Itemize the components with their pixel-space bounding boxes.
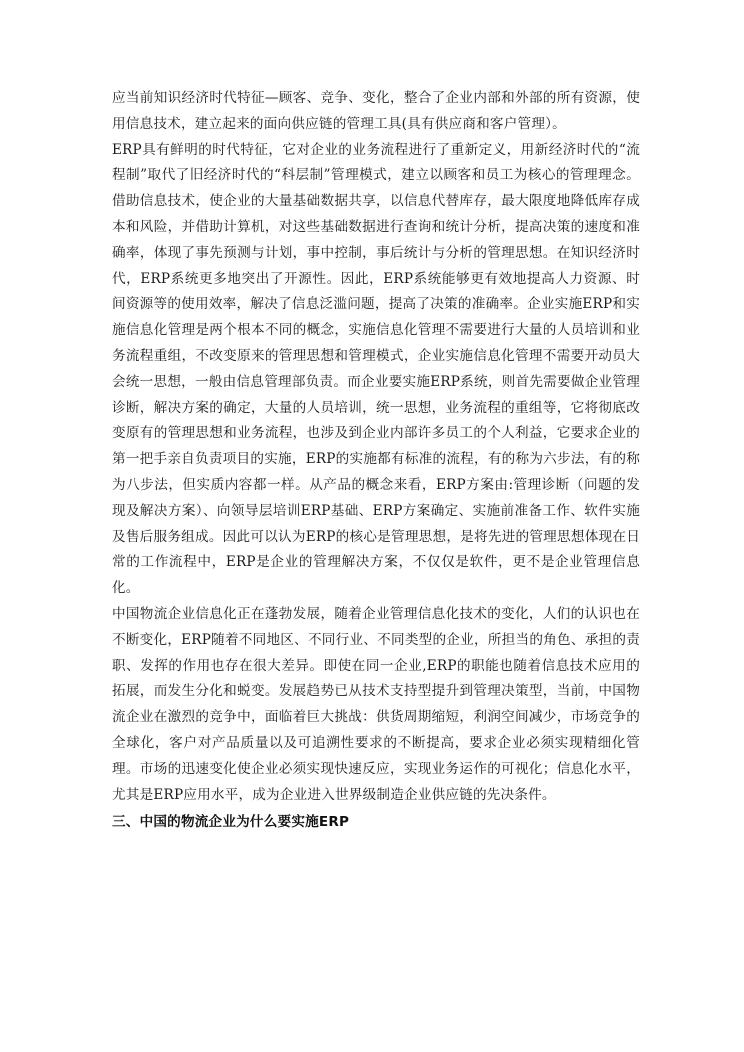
document-body: [112, 86, 640, 836]
section-heading: 三、中国的物流企业为什么要实施ERP: [112, 814, 350, 831]
paragraph-intro-continuation: 应当前知识经济时代特征—顾客、竞争、变化，整合了企业内部和外部的所有资源，使用信息技术，建立起来的面向供应链的管理工具(具有供应商和客户管理）。: [112, 90, 640, 132]
paragraph-logistics-informatization: 中国物流企业信息化正在蓬勃发展，随着企业管理信息化技术的变化，人们的认识也在不断变化，ERP随着不同地区、不同行业、不同类型的企业，所担当的角色、承担的责职、发挥的作用也存在很大差异。即使在同一企业,ERP的职能也随着信息技术应用的拓展，而发生分化和蜕变。发展趋势已从技术支持型提升到管理决策型，当前，中国物流企业在激烈的竞争中，面临着巨大挑战：供货周期缩短，利润空间减少，市场竞争的全球化，客户对产品质量以及可追溯性要求的不断提高，要求企业必须实现精细化管理。市场的迅速变化使企业必须实现快速反应，实现业务运作的可视化；信息化水平，尤其是ERP应用水平，成为企业进入世界级制造企业供应链的先决条件。: [112, 605, 640, 803]
paragraph-erp-features: ERP具有鲜明的时代特征，它对企业的业务流程进行了重新定义，用新经济时代的“流程制”取代了旧经济时代的“科层制”管理模式，建立以顾客和员工为核心的管理理念。借助信息技术，使企业的大量基础数据共享，以信息代替库存，最大限度地降低库存成本和风险，并借助计算机，对这些基础数据进行查询和统计分析，提高决策的速度和准确率，体现了事先预测与计划，事中控制，事后统计与分析的管理思想。在知识经济时代，ERP系统更多地突出了开源性。因此，ERP系统能够更有效地提高人力资源、时间资源等的使用效率，解决了信息泛滥问题，提高了决策的准确率。企业实施ERP和实施信息化管理是两个根本不同的概念，实施信息化管理不需要进行大量的人员培训和业务流程重组，不改变原来的管理思想和管理模式，企业实施信息化管理不需要开动员大会统一思想，一般由信息管理部负责。而企业要实施ERP系统，则首先需要做企业管理诊断，解决方案的确定，大量的人员培训，统一思想，业务流程的重组等，它将彻底改变原有的管理思想和业务流程，也涉及到企业内部许多员工的个人利益，它要求企业的第一把手亲自负责项目的实施，ERP的实施都有标准的流程，有的称为六步法，有的称为八步法，但实质内容都一样。从产品的概念来看，ERP方案由:管理诊断（问题的发现及解决方案）、向领导层培训ERP基础、ERP方案确定、实施前准备工作、软件实施及售后服务组成。因此可以认为ERP的核心是管理思想，是将先进的管理思想体现在日常的工作流程中，ERP是企业的管理解决方案，不仅仅是软件，更不是企业管理信息化。: [112, 141, 640, 597]
